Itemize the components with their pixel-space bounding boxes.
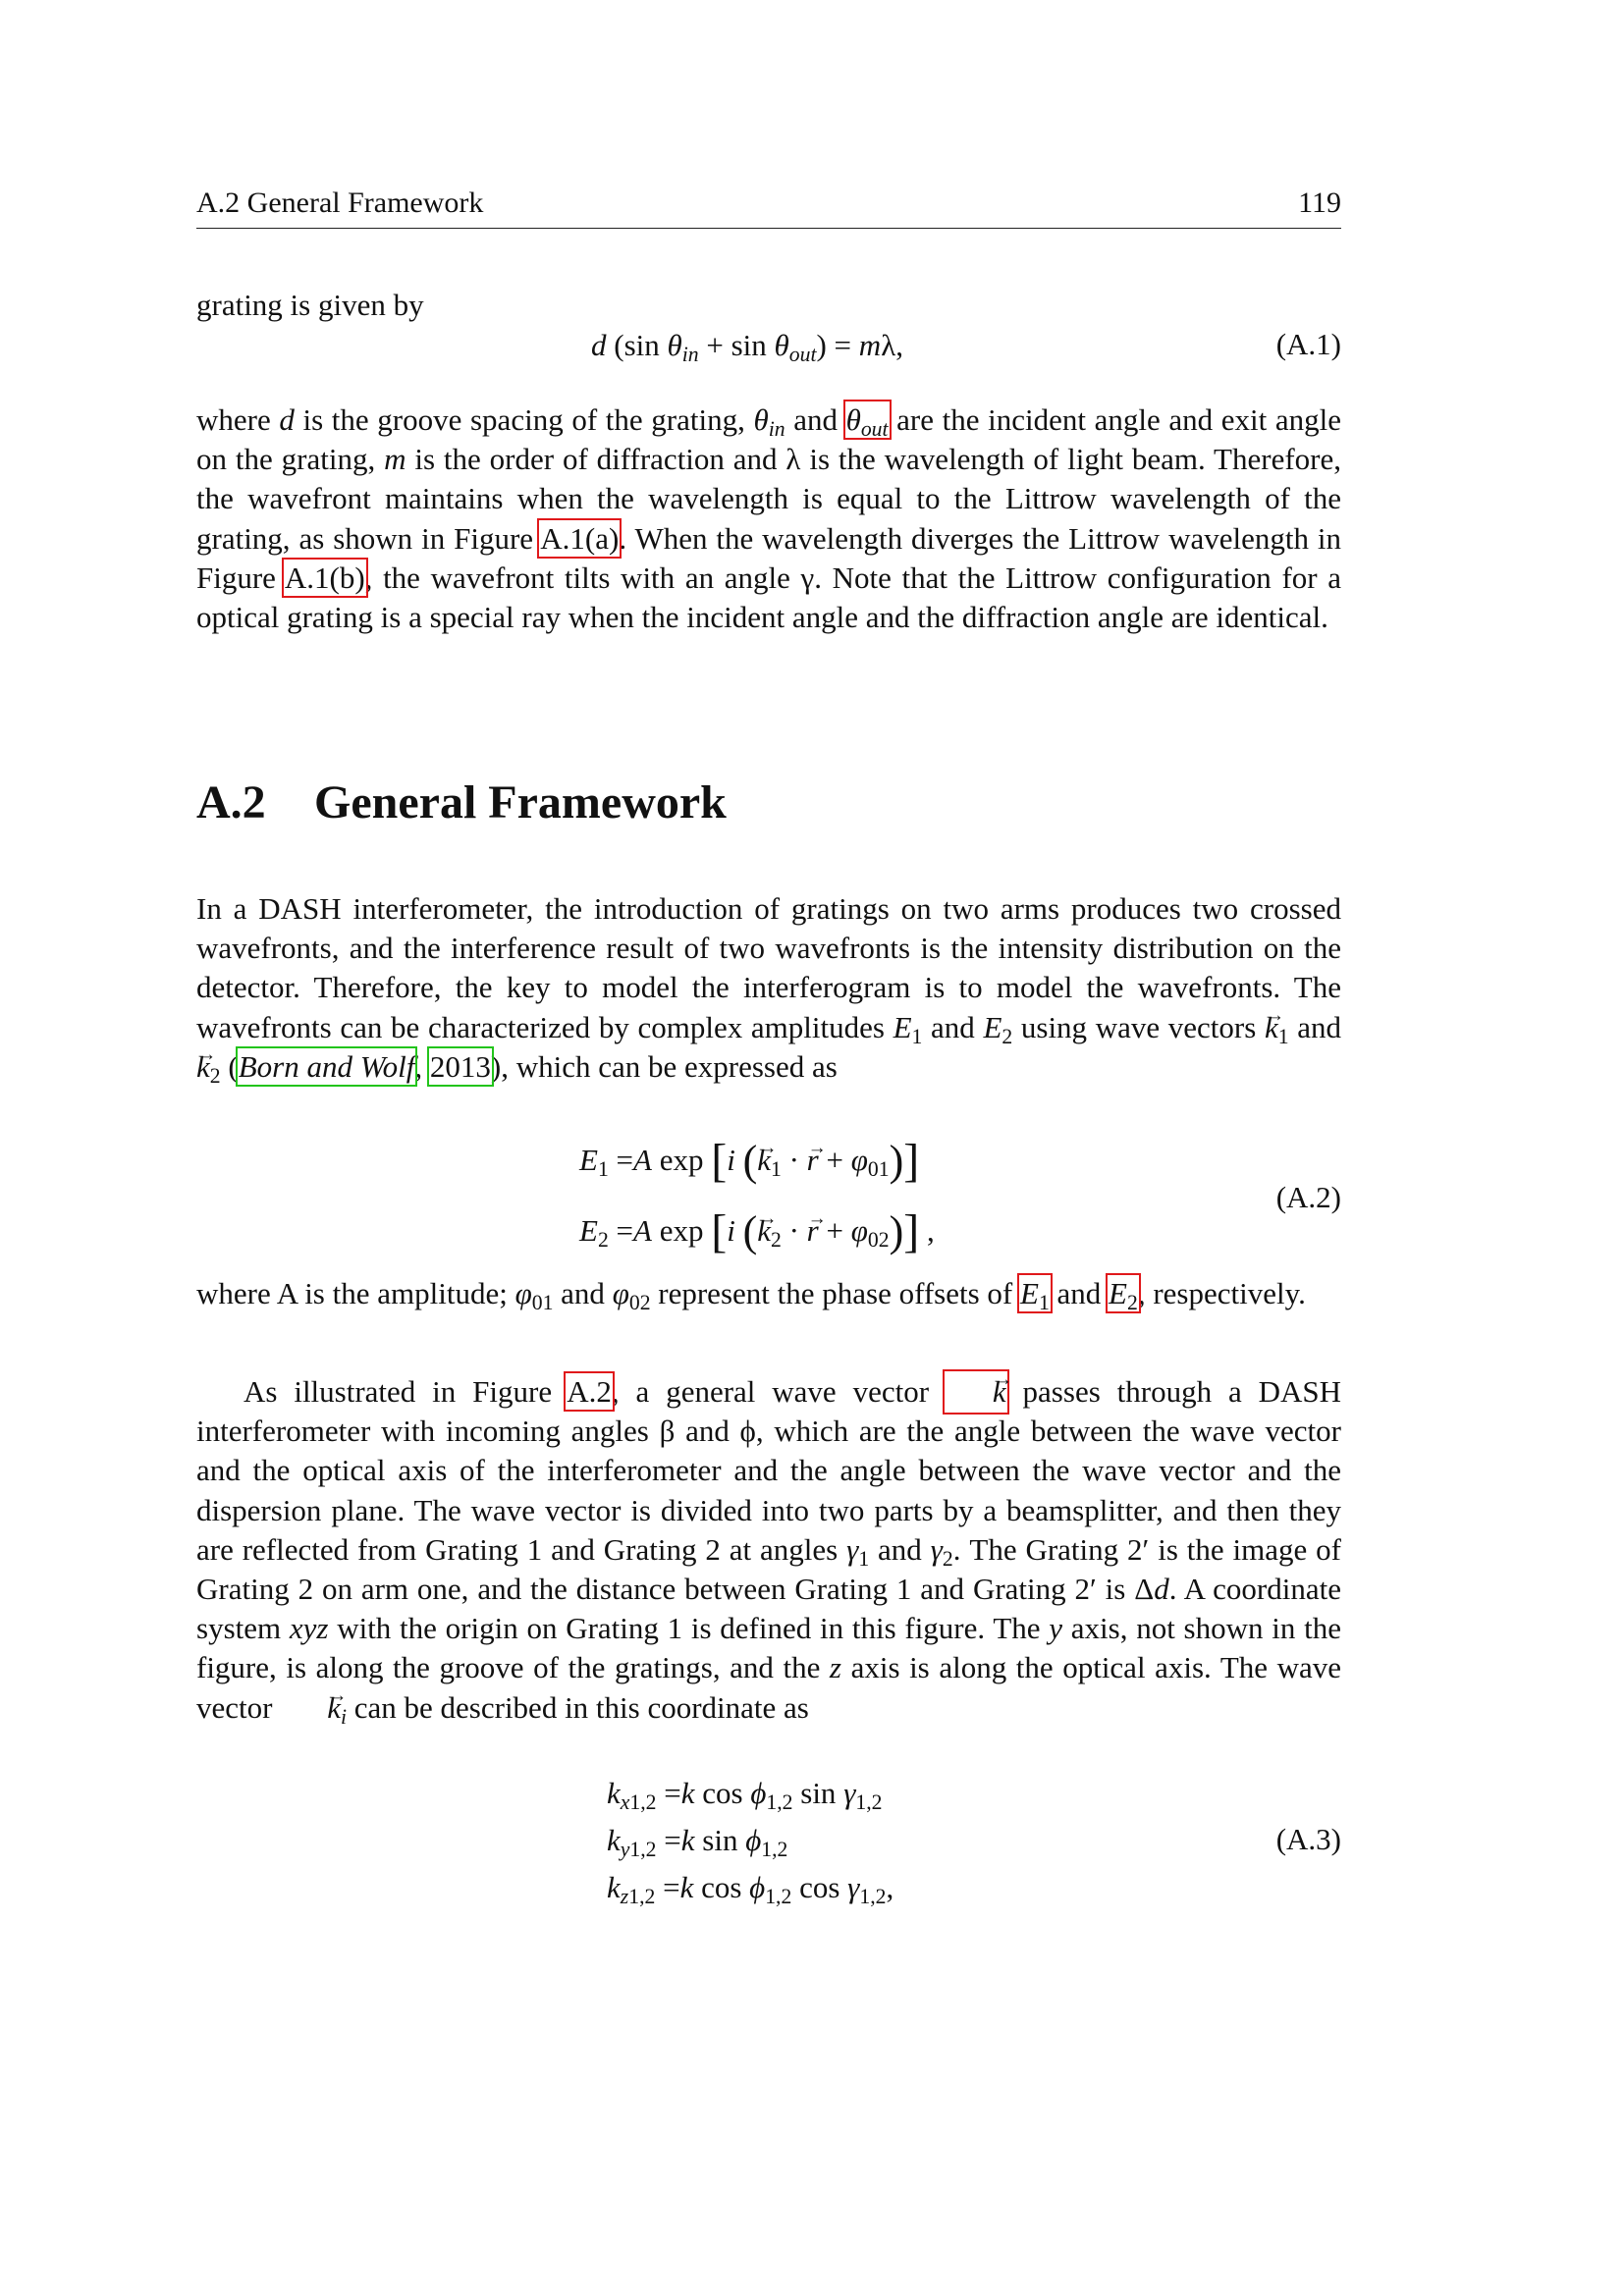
link-k[interactable]: → k	[946, 1374, 1006, 1409]
paragraph-dash-intro: In a DASH interferometer, the introduction of gratings on two arms produces two crossed wavefronts, and the interference result of two wavefronts is the intensity distribution on the detector. Therefore, the key to model the interferogram is to model the wavefronts. The wavefronts can be characterized by complex amplitudes $E_1$ and $E_2$ using wave vectors → $k_1$ and → $k_2$ (Born and Wolf, 2013), which can be expressed as	[196, 889, 1341, 1087]
equation-a3-line3: $k_{z1,2} =k$ $\cos \phi_{1,2}$ $\cos \gamma_{1,2}$,	[607, 1870, 894, 1909]
equation-a1-number: (A.1)	[1275, 327, 1341, 361]
equation-a2-line1: $E_1 =A$ exp [i (→ $k_1$ · → $r + \varphi_{01}$)]	[579, 1141, 919, 1181]
header-page-number: 119	[1298, 187, 1341, 219]
link-e2[interactable]: $E_2$	[1109, 1276, 1138, 1315]
link-theta-out[interactable]: $\theta_{out}$	[845, 402, 889, 442]
section-number: A.2	[196, 776, 266, 828]
paragraph-amplitude: where A is the amplitude; $\varphi_{01}$ and $\varphi_{02}$ represent the phase offsets of $E_1$ and $E_2$, respectively.	[196, 1276, 1306, 1315]
equation-a3-number: (A.3)	[1275, 1822, 1341, 1856]
link-figure-a1a[interactable]: A.1(a)	[540, 520, 620, 556]
section-heading	[196, 775, 727, 829]
running-header	[196, 185, 1341, 229]
paragraph-wave-vector: As illustrated in Figure A.2, a general wave vector → k passes through a DASH interferometer with incoming angles β and ϕ, which are the angle between the wave vector and the optical axis of the interferometer and the angle between the wave vector and the dispersion plane. The wave vector is divided into two parts by a beamsplitter, and then they are reflected from Grating 1 and Grating 2 at angles $\gamma_1$ and $\gamma_2$. The Grating 2′ is the image of Grating 2 on arm one, and the distance between Grating 1 and Grating 2′ is Δd. A coordinate system xyz with the origin on Grating 1 is defined in this figure. The y axis, not shown in the figure, is along the groove of the gratings, and the z axis is along the optical axis. The wave vector → $k_i$ can be described in this coordinate as	[196, 1372, 1341, 1728]
page	[196, 0, 1341, 2296]
header-section-title: A.2 General Framework	[196, 187, 484, 219]
equation-a1: d (sin $\theta_{in} + \sin \theta_{out}) = m\lambda$,	[591, 328, 903, 367]
equation-a3-line2: $k_{y1,2} =k$ $\sin \phi_{1,2}$	[607, 1823, 788, 1862]
equation-a2-line2: $E_2 =A$ exp [i (→ $k_2$ · → $r + \varphi_{02}$)] ,	[579, 1211, 935, 1252]
paragraph-grating: where d is the groove spacing of the grating, $\theta_{in}$ and $\theta_{out}$ are the incident angle and exit angle on the grating, m is the order of diffraction and λ is the wavelength of light beam. Therefore, the wavefront maintains when the wavelength is equal to the Littrow wavelength of the grating, as shown in Figure A.1(a). When the wavelength diverges the Littrow wavelength in Figure A.1(b), the wavefront tilts with an angle γ. Note that the Littrow configuration for a optical grating is a special ray when the incident angle and the diffraction angle are identical.	[196, 402, 1341, 635]
citation-year-link[interactable]: 2013	[429, 1048, 491, 1084]
equation-a2-number: (A.2)	[1275, 1180, 1341, 1214]
link-figure-a2[interactable]: A.2	[567, 1374, 612, 1409]
intro-line: grating is given by	[196, 288, 424, 322]
link-figure-a1b[interactable]: A.1(b)	[284, 560, 365, 595]
section-title: General Framework	[314, 776, 727, 828]
link-e1[interactable]: $E_1$	[1020, 1276, 1050, 1315]
equation-a3-line1: $k_{x1,2} =k$ $\cos \phi_{1,2}$ $\sin \gamma_{1,2}$	[607, 1776, 883, 1815]
citation-author-link[interactable]: Born and Wolf	[238, 1048, 415, 1084]
